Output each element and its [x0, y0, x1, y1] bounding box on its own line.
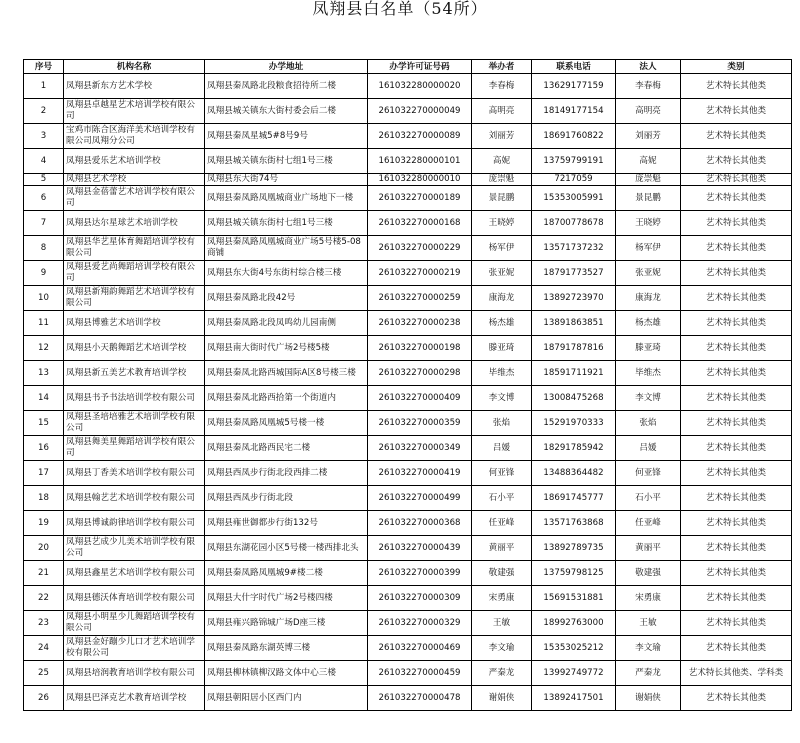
table-row [24, 149, 792, 174]
cell-legal-person: 康海龙 [616, 286, 681, 311]
cell-category: 艺术特长其他类 [681, 486, 792, 511]
cell-category: 艺术特长其他类 [681, 174, 792, 186]
table-row [24, 74, 792, 99]
cell-address: 凤翔县西凤步行街北段西排二楼 [205, 461, 368, 486]
cell-category: 艺术特长其他类 [681, 586, 792, 611]
table-row [24, 686, 792, 711]
cell-index: 14 [24, 386, 64, 411]
cell-legal-person: 何亚锋 [616, 461, 681, 486]
cell-address: 凤翔县秦凤路北段42号 [205, 286, 368, 311]
table-row [24, 174, 792, 186]
table-row [24, 461, 792, 486]
cell-address: 凤翔县东湖花园小区5号楼一楼西排北头 [205, 536, 368, 561]
cell-category: 艺术特长其他类 [681, 386, 792, 411]
table-row [24, 486, 792, 511]
cell-institution-name: 凤翔县培润教育培训学校有限公司 [64, 661, 205, 686]
cell-address: 凤翔县城关镇东街村七组1号三楼 [205, 211, 368, 236]
cell-license-number: 261032270000238 [368, 311, 472, 336]
cell-organizer: 庞崇魁 [472, 174, 532, 186]
cell-index: 11 [24, 311, 64, 336]
cell-legal-person: 吕媛 [616, 436, 681, 461]
cell-category: 艺术特长其他类 [681, 74, 792, 99]
cell-license-number: 261032270000459 [368, 661, 472, 686]
cell-address: 凤翔县东大街4号东街村综合楼三楼 [205, 261, 368, 286]
table-row [24, 336, 792, 361]
cell-license-number: 261032270000309 [368, 586, 472, 611]
cell-address: 凤翔县秦凤路东湖英博三楼 [205, 636, 368, 661]
cell-address: 凤翔县大什字时代广场2号楼四楼 [205, 586, 368, 611]
table-row [24, 99, 792, 124]
cell-license-number: 261032270000478 [368, 686, 472, 711]
cell-license-number: 161032280000010 [368, 174, 472, 186]
cell-institution-name: 凤翔县小天鹅舞蹈艺术培训学校 [64, 336, 205, 361]
cell-category: 艺术特长其他类 [681, 236, 792, 261]
cell-category: 艺术特长其他类 [681, 286, 792, 311]
table-row [24, 124, 792, 149]
cell-legal-person: 李春梅 [616, 74, 681, 99]
cell-legal-person: 滕亚琦 [616, 336, 681, 361]
cell-phone: 13759799191 [532, 149, 616, 174]
cell-license-number: 261032270000298 [368, 361, 472, 386]
cell-legal-person: 景昆鹏 [616, 186, 681, 211]
cell-index: 3 [24, 124, 64, 149]
header-institution-name: 机构名称 [64, 60, 205, 74]
header-phone: 联系电话 [532, 60, 616, 74]
cell-phone: 13892417501 [532, 686, 616, 711]
cell-legal-person: 任亚峰 [616, 511, 681, 536]
cell-phone: 18691760822 [532, 124, 616, 149]
cell-phone: 13571737232 [532, 236, 616, 261]
table-row [24, 236, 792, 261]
cell-organizer: 高明亮 [472, 99, 532, 124]
table-row [24, 386, 792, 411]
cell-institution-name: 凤翔县爱艺尚舞蹈培训学校有限公司 [64, 261, 205, 286]
cell-phone: 18791773527 [532, 261, 616, 286]
cell-license-number: 161032280000020 [368, 74, 472, 99]
cell-address: 凤翔县秦凤北路西城国际A区8号楼三楼 [205, 361, 368, 386]
cell-address: 凤翔县秦凤路北段粮食招待所二楼 [205, 74, 368, 99]
cell-phone: 13008475268 [532, 386, 616, 411]
cell-address: 凤翔县东大街74号 [205, 174, 368, 186]
cell-organizer: 王敏 [472, 611, 532, 636]
cell-address: 凤翔县秦凤北路西民宅二楼 [205, 436, 368, 461]
table-header-row [24, 60, 792, 74]
cell-category: 艺术特长其他类 [681, 561, 792, 586]
table-row [24, 611, 792, 636]
cell-phone: 15353025212 [532, 636, 616, 661]
cell-institution-name: 凤翔县博雅艺术培训学校 [64, 311, 205, 336]
cell-license-number: 261032270000329 [368, 611, 472, 636]
cell-legal-person: 李文瑜 [616, 636, 681, 661]
cell-legal-person: 石小平 [616, 486, 681, 511]
cell-address: 凤翔县柳林镇柳汉路文体中心三楼 [205, 661, 368, 686]
cell-license-number: 161032280000101 [368, 149, 472, 174]
cell-phone: 18591711921 [532, 361, 616, 386]
cell-index: 23 [24, 611, 64, 636]
cell-category: 艺术特长其他类 [681, 636, 792, 661]
cell-category: 艺术特长其他类 [681, 336, 792, 361]
cell-license-number: 261032270000349 [368, 436, 472, 461]
cell-index: 13 [24, 361, 64, 386]
table-row [24, 436, 792, 461]
cell-legal-person: 谢娟侠 [616, 686, 681, 711]
cell-license-number: 261032270000049 [368, 99, 472, 124]
cell-index: 8 [24, 236, 64, 261]
cell-index: 19 [24, 511, 64, 536]
cell-index: 5 [24, 174, 64, 186]
cell-index: 25 [24, 661, 64, 686]
cell-organizer: 何亚锋 [472, 461, 532, 486]
cell-institution-name: 凤翔县丁香美术培训学校有限公司 [64, 461, 205, 486]
cell-category: 艺术特长其他类 [681, 611, 792, 636]
cell-legal-person: 黄丽平 [616, 536, 681, 561]
cell-index: 17 [24, 461, 64, 486]
cell-category: 艺术特长其他类 [681, 686, 792, 711]
cell-index: 15 [24, 411, 64, 436]
cell-address: 凤翔县南大街时代广场2号楼5楼 [205, 336, 368, 361]
cell-phone: 18691745777 [532, 486, 616, 511]
cell-institution-name: 凤翔县爱乐艺术培训学校 [64, 149, 205, 174]
cell-institution-name: 凤翔县艺成少儿美术培训学校有限公司 [64, 536, 205, 561]
cell-institution-name: 凤翔县金好蹦少儿口才艺术培训学校有限公司 [64, 636, 205, 661]
cell-index: 10 [24, 286, 64, 311]
cell-address: 凤翔县秦凤路凤凰城5号楼一楼 [205, 411, 368, 436]
cell-organizer: 张焰 [472, 411, 532, 436]
cell-address: 凤翔县朝阳居小区西门内 [205, 686, 368, 711]
cell-organizer: 黄丽平 [472, 536, 532, 561]
cell-license-number: 261032270000359 [368, 411, 472, 436]
cell-organizer: 康海龙 [472, 286, 532, 311]
cell-license-number: 261032270000198 [368, 336, 472, 361]
cell-organizer: 李文瑜 [472, 636, 532, 661]
cell-category: 艺术特长其他类 [681, 536, 792, 561]
cell-category: 艺术特长其他类 [681, 211, 792, 236]
cell-index: 9 [24, 261, 64, 286]
cell-category: 艺术特长其他类 [681, 436, 792, 461]
header-index: 序号 [24, 60, 64, 74]
cell-legal-person: 高妮 [616, 149, 681, 174]
cell-institution-name: 凤翔县华艺星体育舞蹈培训学校有限公司 [64, 236, 205, 261]
table-row [24, 286, 792, 311]
whitelist-table [23, 59, 792, 711]
cell-address: 凤翔县秦凤北路西拾第一个街道内 [205, 386, 368, 411]
cell-legal-person: 王敏 [616, 611, 681, 636]
cell-organizer: 吕媛 [472, 436, 532, 461]
cell-organizer: 毕维杰 [472, 361, 532, 386]
cell-license-number: 261032270000439 [368, 536, 472, 561]
cell-category: 艺术特长其他类 [681, 261, 792, 286]
cell-license-number: 261032270000189 [368, 186, 472, 211]
cell-organizer: 谢娟侠 [472, 686, 532, 711]
cell-organizer: 石小平 [472, 486, 532, 511]
cell-address: 凤翔县秦凤路凤凰城商业广场地下一楼 [205, 186, 368, 211]
cell-license-number: 261032270000368 [368, 511, 472, 536]
cell-license-number: 261032270000409 [368, 386, 472, 411]
cell-institution-name: 凤翔县卓越星艺术培训学校有限公司 [64, 99, 205, 124]
cell-organizer: 任亚峰 [472, 511, 532, 536]
cell-legal-person: 敬建强 [616, 561, 681, 586]
cell-organizer: 景昆鹏 [472, 186, 532, 211]
cell-organizer: 宋勇康 [472, 586, 532, 611]
cell-index: 1 [24, 74, 64, 99]
page-title: 凤翔县白名单（54所） [312, 0, 488, 18]
cell-phone: 13992749772 [532, 661, 616, 686]
header-address: 办学地址 [205, 60, 368, 74]
cell-institution-name: 凤翔县鑫星艺术培训学校有限公司 [64, 561, 205, 586]
cell-organizer: 杨杰雄 [472, 311, 532, 336]
cell-category: 艺术特长其他类 [681, 361, 792, 386]
cell-legal-person: 王晓婷 [616, 211, 681, 236]
cell-legal-person: 杨杰雄 [616, 311, 681, 336]
table-row [24, 186, 792, 211]
cell-organizer: 王晓婷 [472, 211, 532, 236]
cell-category: 艺术特长其他类 [681, 124, 792, 149]
cell-phone: 15691531881 [532, 586, 616, 611]
cell-phone: 7217059 [532, 174, 616, 186]
cell-address: 凤翔县城关镇东街村七组1号三楼 [205, 149, 368, 174]
cell-organizer: 严秦龙 [472, 661, 532, 686]
cell-phone: 15353005991 [532, 186, 616, 211]
cell-phone: 18791787816 [532, 336, 616, 361]
cell-phone: 18291785942 [532, 436, 616, 461]
cell-phone: 13892789735 [532, 536, 616, 561]
cell-license-number: 261032270000168 [368, 211, 472, 236]
cell-address: 凤翔县秦凤路北段凤鸣幼儿园南侧 [205, 311, 368, 336]
cell-license-number: 261032270000399 [368, 561, 472, 586]
cell-license-number: 261032270000219 [368, 261, 472, 286]
table-row [24, 561, 792, 586]
table-row [24, 211, 792, 236]
header-category: 类别 [681, 60, 792, 74]
table-row [24, 586, 792, 611]
cell-address: 凤翔县城关镇东大街村委会后二楼 [205, 99, 368, 124]
cell-organizer: 杨军伊 [472, 236, 532, 261]
cell-phone: 18992763000 [532, 611, 616, 636]
cell-category: 艺术特长其他类、学科类 [681, 661, 792, 686]
header-license-number: 办学许可证号码 [368, 60, 472, 74]
cell-category: 艺术特长其他类 [681, 461, 792, 486]
cell-legal-person: 李文博 [616, 386, 681, 411]
cell-institution-name: 凤翔县博诚韵律培训学校有限公司 [64, 511, 205, 536]
cell-institution-name: 宝鸡市陈合区海洋美术培训学校有限公司凤翔分公司 [64, 124, 205, 149]
cell-institution-name: 凤翔县新翔韵舞蹈艺术培训学校有限公司 [64, 286, 205, 311]
cell-organizer: 李春梅 [472, 74, 532, 99]
header-legal-person: 法人 [616, 60, 681, 74]
cell-institution-name: 凤翔县书予书法培训学校有限公司 [64, 386, 205, 411]
cell-category: 艺术特长其他类 [681, 311, 792, 336]
cell-phone: 13891863851 [532, 311, 616, 336]
cell-institution-name: 凤翔县达尔星球艺术培训学校 [64, 211, 205, 236]
cell-address: 凤翔县秦凤路凤凰城9#楼二楼 [205, 561, 368, 586]
cell-institution-name: 凤翔县德沃体育培训学校有限公司 [64, 586, 205, 611]
table-row [24, 311, 792, 336]
cell-category: 艺术特长其他类 [681, 149, 792, 174]
cell-license-number: 261032270000499 [368, 486, 472, 511]
cell-legal-person: 高明亮 [616, 99, 681, 124]
cell-organizer: 刘丽芳 [472, 124, 532, 149]
cell-legal-person: 刘丽芳 [616, 124, 681, 149]
cell-address: 凤翔县雍世御都步行街132号 [205, 511, 368, 536]
cell-phone: 13571763868 [532, 511, 616, 536]
table-row [24, 361, 792, 386]
cell-phone: 18700778678 [532, 211, 616, 236]
cell-index: 22 [24, 586, 64, 611]
cell-license-number: 261032270000229 [368, 236, 472, 261]
cell-address: 凤翔县秦凤路凤凰城商业广场5号楼5-08商铺 [205, 236, 368, 261]
cell-institution-name: 凤翔县舞美星舞蹈培训学校有限公司 [64, 436, 205, 461]
cell-index: 20 [24, 536, 64, 561]
cell-legal-person: 张焰 [616, 411, 681, 436]
cell-index: 4 [24, 149, 64, 174]
cell-phone: 13488364482 [532, 461, 616, 486]
header-organizer: 举办者 [472, 60, 532, 74]
cell-institution-name: 凤翔县新东方艺术学校 [64, 74, 205, 99]
cell-organizer: 滕亚琦 [472, 336, 532, 361]
cell-institution-name: 凤翔县金蓓蕾艺术培训学校有限公司 [64, 186, 205, 211]
cell-phone: 13759798125 [532, 561, 616, 586]
cell-organizer: 李文博 [472, 386, 532, 411]
cell-organizer: 敬建强 [472, 561, 532, 586]
table-row [24, 636, 792, 661]
cell-organizer: 张亚妮 [472, 261, 532, 286]
cell-address: 凤翔县西凤步行街北段 [205, 486, 368, 511]
cell-institution-name: 凤翔县新五美艺术教育培训学校 [64, 361, 205, 386]
cell-category: 艺术特长其他类 [681, 511, 792, 536]
cell-legal-person: 宋勇康 [616, 586, 681, 611]
cell-license-number: 261032270000419 [368, 461, 472, 486]
table-row [24, 511, 792, 536]
table-row [24, 261, 792, 286]
cell-license-number: 261032270000259 [368, 286, 472, 311]
cell-index: 26 [24, 686, 64, 711]
cell-category: 艺术特长其他类 [681, 411, 792, 436]
cell-address: 凤翔县雍兴路锦城广场D座三楼 [205, 611, 368, 636]
cell-institution-name: 凤翔县巴泽克艺术教育培训学校 [64, 686, 205, 711]
table-row [24, 536, 792, 561]
cell-organizer: 高妮 [472, 149, 532, 174]
cell-index: 2 [24, 99, 64, 124]
cell-legal-person: 庞崇魁 [616, 174, 681, 186]
cell-phone: 15291970333 [532, 411, 616, 436]
whitelist-table-container [23, 59, 791, 711]
cell-address: 凤翔县秦凤星城5#8号9号 [205, 124, 368, 149]
table-body [24, 74, 792, 711]
cell-license-number: 261032270000469 [368, 636, 472, 661]
cell-index: 12 [24, 336, 64, 361]
cell-phone: 13629177159 [532, 74, 616, 99]
cell-index: 7 [24, 211, 64, 236]
cell-institution-name: 凤翔县圣培培雅艺术培训学校有限公司 [64, 411, 205, 436]
cell-legal-person: 毕维杰 [616, 361, 681, 386]
cell-institution-name: 凤翔县翰艺艺术培训学校有限公司 [64, 486, 205, 511]
cell-phone: 13892723970 [532, 286, 616, 311]
cell-index: 6 [24, 186, 64, 211]
cell-category: 艺术特长其他类 [681, 186, 792, 211]
cell-index: 24 [24, 636, 64, 661]
table-row [24, 661, 792, 686]
cell-license-number: 261032270000089 [368, 124, 472, 149]
cell-institution-name: 凤翔县小明星少儿舞蹈培训学校有限公司 [64, 611, 205, 636]
cell-phone: 18149177154 [532, 99, 616, 124]
cell-institution-name: 凤翔县艺术学校 [64, 174, 205, 186]
cell-legal-person: 张亚妮 [616, 261, 681, 286]
cell-index: 18 [24, 486, 64, 511]
cell-legal-person: 严秦龙 [616, 661, 681, 686]
cell-index: 21 [24, 561, 64, 586]
cell-index: 16 [24, 436, 64, 461]
cell-category: 艺术特长其他类 [681, 99, 792, 124]
table-row [24, 411, 792, 436]
cell-legal-person: 杨军伊 [616, 236, 681, 261]
